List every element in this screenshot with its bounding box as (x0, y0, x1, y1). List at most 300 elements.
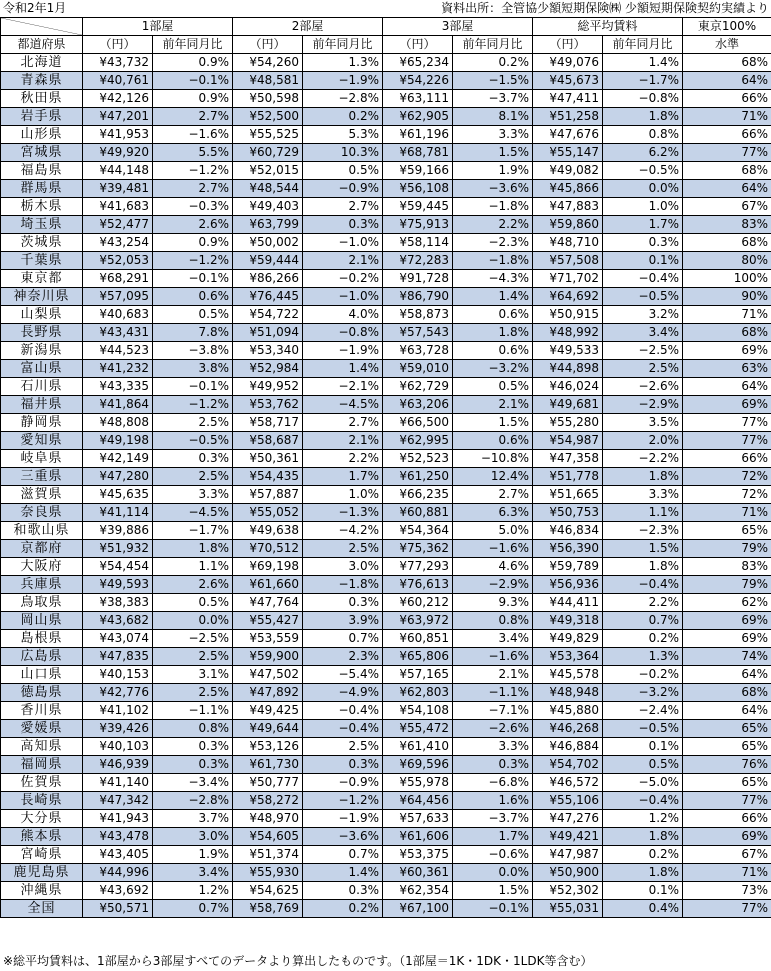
table-row (1, 486, 771, 504)
yoy-2room-cell: −0.9% (303, 774, 383, 792)
yoy-average-cell: −1.7% (603, 72, 683, 90)
rent-1room-cell: ¥41,953 (83, 126, 153, 144)
tokyo-level-cell: 73% (683, 882, 771, 900)
rent-average-cell: ¥44,898 (533, 360, 603, 378)
tokyo-level-cell: 100% (683, 270, 771, 288)
rent-1room-cell: ¥54,454 (83, 558, 153, 576)
rent-1room-cell: ¥39,886 (83, 522, 153, 540)
yoy-average-cell: 0.8% (603, 126, 683, 144)
tokyo-level-cell: 77% (683, 432, 771, 450)
rent-1room-cell: ¥47,835 (83, 648, 153, 666)
yoy-average-cell: −2.6% (603, 378, 683, 396)
yoy-1room-cell: −1.6% (153, 126, 233, 144)
prefecture-cell: 兵庫県 (1, 576, 83, 594)
prefecture-cell: 大阪府 (1, 558, 83, 576)
table-row (1, 738, 771, 756)
tokyo-level-cell: 74% (683, 648, 771, 666)
tokyo-level-cell: 71% (683, 864, 771, 882)
yoy-3room-cell: −2.9% (453, 576, 533, 594)
rent-1room-cell: ¥49,593 (83, 576, 153, 594)
table-row (1, 756, 771, 774)
footnote: ※総平均賃料は、1部屋から3部屋すべてのデータより算出したものです。（1部屋＝1K・1DK・1LDK等含む） (3, 954, 593, 968)
yoy-3room-cell: 2.1% (453, 666, 533, 684)
tokyo-level-cell: 79% (683, 540, 771, 558)
yoy-3room-cell: 1.5% (453, 414, 533, 432)
yoy-1room-cell: 0.7% (153, 900, 233, 918)
rent-average-cell: ¥51,665 (533, 486, 603, 504)
yoy-1room-cell: 0.8% (153, 720, 233, 738)
header-row-groups (1, 18, 771, 36)
rent-1room-cell: ¥47,201 (83, 108, 153, 126)
yoy-2room-cell: −5.4% (303, 666, 383, 684)
yoy-2room-cell: −1.0% (303, 234, 383, 252)
rent-3room-cell: ¥60,881 (383, 504, 453, 522)
yoy-average-cell: 1.4% (603, 54, 683, 72)
yoy-1room-cell: 2.5% (153, 684, 233, 702)
tokyo-level-cell: 83% (683, 558, 771, 576)
rent-3room-cell: ¥59,010 (383, 360, 453, 378)
yoy-average-cell: −0.5% (603, 720, 683, 738)
yoy-2room-cell: 4.0% (303, 306, 383, 324)
rent-average-cell: ¥48,948 (533, 684, 603, 702)
rent-average-cell: ¥48,710 (533, 234, 603, 252)
table-row (1, 846, 771, 864)
prefecture-cell: 新潟県 (1, 342, 83, 360)
rent-2room-cell: ¥47,892 (233, 684, 303, 702)
prefecture-cell: 大分県 (1, 810, 83, 828)
rent-1room-cell: ¥44,996 (83, 864, 153, 882)
yoy-3room-cell: 5.0% (453, 522, 533, 540)
yoy-1room-cell: 0.3% (153, 450, 233, 468)
rent-1room-cell: ¥41,102 (83, 702, 153, 720)
col-yoy-2: 前年同月比 (303, 36, 383, 54)
table-row (1, 72, 771, 90)
yoy-2room-cell: −0.8% (303, 324, 383, 342)
rent-2room-cell: ¥49,638 (233, 522, 303, 540)
rent-1room-cell: ¥49,920 (83, 144, 153, 162)
yoy-3room-cell: 1.5% (453, 144, 533, 162)
rent-3room-cell: ¥59,445 (383, 198, 453, 216)
table-row (1, 468, 771, 486)
yoy-3room-cell: −3.7% (453, 90, 533, 108)
rent-average-cell: ¥49,082 (533, 162, 603, 180)
rent-average-cell: ¥47,676 (533, 126, 603, 144)
tokyo-level-cell: 90% (683, 288, 771, 306)
rent-2room-cell: ¥51,374 (233, 846, 303, 864)
yoy-3room-cell: 2.7% (453, 486, 533, 504)
yoy-3room-cell: 0.6% (453, 342, 533, 360)
tokyo-level-cell: 77% (683, 414, 771, 432)
rent-2room-cell: ¥59,900 (233, 648, 303, 666)
rent-average-cell: ¥64,692 (533, 288, 603, 306)
yoy-1room-cell: 2.5% (153, 414, 233, 432)
yoy-1room-cell: 1.8% (153, 540, 233, 558)
yoy-1room-cell: 1.2% (153, 882, 233, 900)
rent-3room-cell: ¥63,972 (383, 612, 453, 630)
rent-3room-cell: ¥58,873 (383, 306, 453, 324)
yoy-average-cell: −0.4% (603, 270, 683, 288)
prefecture-cell: 東京都 (1, 270, 83, 288)
rent-3room-cell: ¥66,235 (383, 486, 453, 504)
prefecture-cell: 長崎県 (1, 792, 83, 810)
rent-1room-cell: ¥43,478 (83, 828, 153, 846)
rent-average-cell: ¥47,358 (533, 450, 603, 468)
prefecture-cell: 岡山県 (1, 612, 83, 630)
yoy-1room-cell: −1.2% (153, 396, 233, 414)
rent-1room-cell: ¥52,477 (83, 216, 153, 234)
yoy-1room-cell: 2.5% (153, 648, 233, 666)
rent-2room-cell: ¥47,764 (233, 594, 303, 612)
yoy-1room-cell: 0.6% (153, 288, 233, 306)
rent-3room-cell: ¥66,500 (383, 414, 453, 432)
yoy-1room-cell: 7.8% (153, 324, 233, 342)
yoy-2room-cell: −3.6% (303, 828, 383, 846)
col-yen-3: （円） (383, 36, 453, 54)
rent-3room-cell: ¥53,375 (383, 846, 453, 864)
rent-3room-cell: ¥57,633 (383, 810, 453, 828)
rent-average-cell: ¥45,866 (533, 180, 603, 198)
tokyo-level-cell: 72% (683, 468, 771, 486)
rent-average-cell: ¥59,789 (533, 558, 603, 576)
yoy-1room-cell: 2.6% (153, 216, 233, 234)
rent-3room-cell: ¥60,361 (383, 864, 453, 882)
yoy-1room-cell: 3.0% (153, 828, 233, 846)
yoy-average-cell: 0.5% (603, 756, 683, 774)
rent-3room-cell: ¥62,995 (383, 432, 453, 450)
rent-average-cell: ¥47,276 (533, 810, 603, 828)
yoy-3room-cell: 9.3% (453, 594, 533, 612)
tokyo-level-cell: 66% (683, 810, 771, 828)
rent-2room-cell: ¥49,952 (233, 378, 303, 396)
yoy-2room-cell: 2.1% (303, 252, 383, 270)
yoy-3room-cell: −1.6% (453, 540, 533, 558)
yoy-3room-cell: 12.4% (453, 468, 533, 486)
yoy-2room-cell: 1.4% (303, 360, 383, 378)
rent-1room-cell: ¥41,140 (83, 774, 153, 792)
rent-1room-cell: ¥43,335 (83, 378, 153, 396)
tokyo-level-cell: 66% (683, 126, 771, 144)
table-row (1, 540, 771, 558)
rent-3room-cell: ¥62,803 (383, 684, 453, 702)
table-row (1, 522, 771, 540)
table-row (1, 108, 771, 126)
rent-2room-cell: ¥48,581 (233, 72, 303, 90)
rent-2room-cell: ¥70,512 (233, 540, 303, 558)
yoy-average-cell: 1.1% (603, 504, 683, 522)
yoy-average-cell: 2.5% (603, 360, 683, 378)
yoy-3room-cell: −3.7% (453, 810, 533, 828)
prefecture-cell: 広島県 (1, 648, 83, 666)
rent-2room-cell: ¥50,777 (233, 774, 303, 792)
prefecture-cell: 青森県 (1, 72, 83, 90)
tokyo-level-cell: 68% (683, 234, 771, 252)
rent-3room-cell: ¥67,100 (383, 900, 453, 918)
prefecture-cell: 北海道 (1, 54, 83, 72)
group-2room: 2部屋 (233, 18, 383, 36)
yoy-average-cell: −0.8% (603, 90, 683, 108)
yoy-1room-cell: 0.3% (153, 756, 233, 774)
rent-average-cell: ¥48,992 (533, 324, 603, 342)
table-row (1, 126, 771, 144)
yoy-1room-cell: −1.1% (153, 702, 233, 720)
yoy-average-cell: 0.7% (603, 612, 683, 630)
rent-average-cell: ¥54,987 (533, 432, 603, 450)
prefecture-cell: 山梨県 (1, 306, 83, 324)
yoy-average-cell: −2.9% (603, 396, 683, 414)
yoy-2room-cell: −4.5% (303, 396, 383, 414)
rent-average-cell: ¥53,364 (533, 648, 603, 666)
yoy-2room-cell: 2.3% (303, 648, 383, 666)
table-row (1, 396, 771, 414)
rent-1room-cell: ¥43,732 (83, 54, 153, 72)
group-tokyo-index: 東京100% (683, 18, 771, 36)
yoy-average-cell: −0.5% (603, 288, 683, 306)
source-note: 資料出所：全管協少額短期保険㈱ 少額短期保険契約実績より (441, 1, 769, 15)
prefecture-cell: 香川県 (1, 702, 83, 720)
rent-1room-cell: ¥45,635 (83, 486, 153, 504)
prefecture-cell: 徳島県 (1, 684, 83, 702)
yoy-average-cell: 0.2% (603, 630, 683, 648)
tokyo-level-cell: 77% (683, 792, 771, 810)
tokyo-level-cell: 77% (683, 144, 771, 162)
table-row (1, 630, 771, 648)
rent-2room-cell: ¥55,930 (233, 864, 303, 882)
yoy-3room-cell: −1.8% (453, 198, 533, 216)
rent-3room-cell: ¥68,781 (383, 144, 453, 162)
tokyo-level-cell: 62% (683, 594, 771, 612)
rent-average-cell: ¥56,390 (533, 540, 603, 558)
yoy-1room-cell: −2.5% (153, 630, 233, 648)
table-row (1, 288, 771, 306)
yoy-average-cell: −2.2% (603, 450, 683, 468)
yoy-2room-cell: 1.4% (303, 864, 383, 882)
table-row (1, 504, 771, 522)
yoy-2room-cell: −0.4% (303, 702, 383, 720)
yoy-3room-cell: 0.8% (453, 612, 533, 630)
rent-1room-cell: ¥50,571 (83, 900, 153, 918)
tokyo-level-cell: 69% (683, 342, 771, 360)
table-row (1, 612, 771, 630)
rent-2room-cell: ¥49,403 (233, 198, 303, 216)
table-row (1, 900, 771, 918)
rent-average-cell: ¥52,302 (533, 882, 603, 900)
rent-1room-cell: ¥46,939 (83, 756, 153, 774)
prefecture-cell: 福岡県 (1, 756, 83, 774)
rent-1room-cell: ¥43,431 (83, 324, 153, 342)
rent-2room-cell: ¥59,444 (233, 252, 303, 270)
yoy-average-cell: −0.5% (603, 162, 683, 180)
rent-3room-cell: ¥65,806 (383, 648, 453, 666)
rent-1room-cell: ¥41,683 (83, 198, 153, 216)
rent-average-cell: ¥46,834 (533, 522, 603, 540)
yoy-1room-cell: 5.5% (153, 144, 233, 162)
rent-1room-cell: ¥40,683 (83, 306, 153, 324)
yoy-1room-cell: −0.1% (153, 72, 233, 90)
tokyo-level-cell: 63% (683, 360, 771, 378)
tokyo-level-cell: 65% (683, 774, 771, 792)
prefecture-cell: 茨城県 (1, 234, 83, 252)
yoy-average-cell: −0.2% (603, 666, 683, 684)
yoy-2room-cell: −1.0% (303, 288, 383, 306)
yoy-average-cell: 1.0% (603, 198, 683, 216)
yoy-2room-cell: −1.9% (303, 810, 383, 828)
yoy-2room-cell: 2.5% (303, 738, 383, 756)
rent-1room-cell: ¥43,692 (83, 882, 153, 900)
yoy-2room-cell: −0.2% (303, 270, 383, 288)
prefecture-cell: 山口県 (1, 666, 83, 684)
rent-average-cell: ¥50,915 (533, 306, 603, 324)
prefecture-cell: 鹿児島県 (1, 864, 83, 882)
rent-1room-cell: ¥40,153 (83, 666, 153, 684)
yoy-3room-cell: 3.3% (453, 738, 533, 756)
rent-2room-cell: ¥50,002 (233, 234, 303, 252)
yoy-average-cell: 2.2% (603, 594, 683, 612)
col-level: 水準 (683, 36, 771, 54)
table-row (1, 432, 771, 450)
rent-average-cell: ¥55,147 (533, 144, 603, 162)
yoy-2room-cell: 2.5% (303, 540, 383, 558)
rent-average-cell: ¥50,900 (533, 864, 603, 882)
table-row (1, 576, 771, 594)
yoy-average-cell: −5.0% (603, 774, 683, 792)
rent-3room-cell: ¥61,250 (383, 468, 453, 486)
prefecture-cell: 三重県 (1, 468, 83, 486)
rent-average-cell: ¥51,778 (533, 468, 603, 486)
yoy-3room-cell: −6.8% (453, 774, 533, 792)
rent-2room-cell: ¥53,126 (233, 738, 303, 756)
rent-3room-cell: ¥57,543 (383, 324, 453, 342)
rent-average-cell: ¥55,106 (533, 792, 603, 810)
yoy-1room-cell: 0.0% (153, 612, 233, 630)
rent-3room-cell: ¥75,913 (383, 216, 453, 234)
rent-2room-cell: ¥47,502 (233, 666, 303, 684)
prefecture-cell: 佐賀県 (1, 774, 83, 792)
yoy-average-cell: −2.3% (603, 522, 683, 540)
yoy-3room-cell: 0.3% (453, 756, 533, 774)
rent-2room-cell: ¥61,730 (233, 756, 303, 774)
tokyo-level-cell: 69% (683, 630, 771, 648)
yoy-2room-cell: 0.7% (303, 846, 383, 864)
table-row (1, 180, 771, 198)
rent-1room-cell: ¥41,943 (83, 810, 153, 828)
rent-2room-cell: ¥53,340 (233, 342, 303, 360)
col-yoy-avg: 前年同月比 (603, 36, 683, 54)
yoy-3room-cell: 0.5% (453, 378, 533, 396)
yoy-3room-cell: 1.6% (453, 792, 533, 810)
yoy-3room-cell: 0.0% (453, 864, 533, 882)
prefecture-cell: 島根県 (1, 630, 83, 648)
prefecture-cell: 和歌山県 (1, 522, 83, 540)
rent-3room-cell: ¥72,283 (383, 252, 453, 270)
rent-average-cell: ¥54,702 (533, 756, 603, 774)
yoy-1room-cell: 0.9% (153, 234, 233, 252)
yoy-2room-cell: −1.9% (303, 72, 383, 90)
yoy-3room-cell: 2.2% (453, 216, 533, 234)
yoy-average-cell: 1.8% (603, 108, 683, 126)
yoy-1room-cell: 0.5% (153, 594, 233, 612)
rent-3room-cell: ¥54,364 (383, 522, 453, 540)
group-1room: 1部屋 (83, 18, 233, 36)
yoy-3room-cell: −0.6% (453, 846, 533, 864)
tokyo-level-cell: 65% (683, 522, 771, 540)
rent-2room-cell: ¥76,445 (233, 288, 303, 306)
col-yen-avg: （円） (533, 36, 603, 54)
prefecture-cell: 岐阜県 (1, 450, 83, 468)
rent-3room-cell: ¥55,978 (383, 774, 453, 792)
prefecture-cell: 埼玉県 (1, 216, 83, 234)
rent-1room-cell: ¥44,523 (83, 342, 153, 360)
rent-3room-cell: ¥62,354 (383, 882, 453, 900)
rent-2room-cell: ¥55,525 (233, 126, 303, 144)
rent-3room-cell: ¥60,212 (383, 594, 453, 612)
tokyo-level-cell: 65% (683, 738, 771, 756)
rent-2room-cell: ¥53,559 (233, 630, 303, 648)
yoy-average-cell: 1.8% (603, 828, 683, 846)
rent-average-cell: ¥49,533 (533, 342, 603, 360)
tokyo-level-cell: 64% (683, 72, 771, 90)
rent-1room-cell: ¥44,148 (83, 162, 153, 180)
rent-average-cell: ¥49,318 (533, 612, 603, 630)
yoy-3room-cell: 0.6% (453, 306, 533, 324)
rent-average-cell: ¥50,753 (533, 504, 603, 522)
yoy-average-cell: 0.1% (603, 882, 683, 900)
table-row (1, 828, 771, 846)
rent-2room-cell: ¥58,272 (233, 792, 303, 810)
yoy-average-cell: 6.2% (603, 144, 683, 162)
table-row (1, 594, 771, 612)
rent-2room-cell: ¥52,500 (233, 108, 303, 126)
rent-average-cell: ¥49,681 (533, 396, 603, 414)
yoy-3room-cell: 1.5% (453, 882, 533, 900)
rent-average-cell: ¥47,883 (533, 198, 603, 216)
tokyo-level-cell: 68% (683, 162, 771, 180)
yoy-3room-cell: −0.1% (453, 900, 533, 918)
rent-3room-cell: ¥69,596 (383, 756, 453, 774)
rent-1room-cell: ¥40,103 (83, 738, 153, 756)
rent-1room-cell: ¥41,864 (83, 396, 153, 414)
prefecture-cell: 福島県 (1, 162, 83, 180)
tokyo-level-cell: 66% (683, 90, 771, 108)
tokyo-level-cell: 79% (683, 576, 771, 594)
yoy-3room-cell: −1.6% (453, 648, 533, 666)
table-row (1, 144, 771, 162)
tokyo-level-cell: 69% (683, 828, 771, 846)
tokyo-level-cell: 77% (683, 900, 771, 918)
yoy-3room-cell: 1.4% (453, 288, 533, 306)
table-row (1, 270, 771, 288)
yoy-1room-cell: −0.5% (153, 432, 233, 450)
prefecture-cell: 高知県 (1, 738, 83, 756)
rent-3room-cell: ¥77,293 (383, 558, 453, 576)
yoy-2room-cell: −2.8% (303, 90, 383, 108)
rent-1room-cell: ¥41,232 (83, 360, 153, 378)
yoy-3room-cell: 0.6% (453, 432, 533, 450)
yoy-2room-cell: 2.7% (303, 414, 383, 432)
rent-2room-cell: ¥86,266 (233, 270, 303, 288)
rent-3room-cell: ¥61,196 (383, 126, 453, 144)
yoy-2room-cell: 1.3% (303, 54, 383, 72)
tokyo-level-cell: 68% (683, 54, 771, 72)
yoy-2room-cell: −4.9% (303, 684, 383, 702)
corner-diagonal (1, 18, 82, 35)
yoy-average-cell: 0.4% (603, 900, 683, 918)
yoy-3room-cell: 1.7% (453, 828, 533, 846)
rent-3room-cell: ¥60,851 (383, 630, 453, 648)
rent-3room-cell: ¥65,234 (383, 54, 453, 72)
prefecture-cell: 群馬県 (1, 180, 83, 198)
yoy-1room-cell: −2.8% (153, 792, 233, 810)
prefecture-cell: 鳥取県 (1, 594, 83, 612)
